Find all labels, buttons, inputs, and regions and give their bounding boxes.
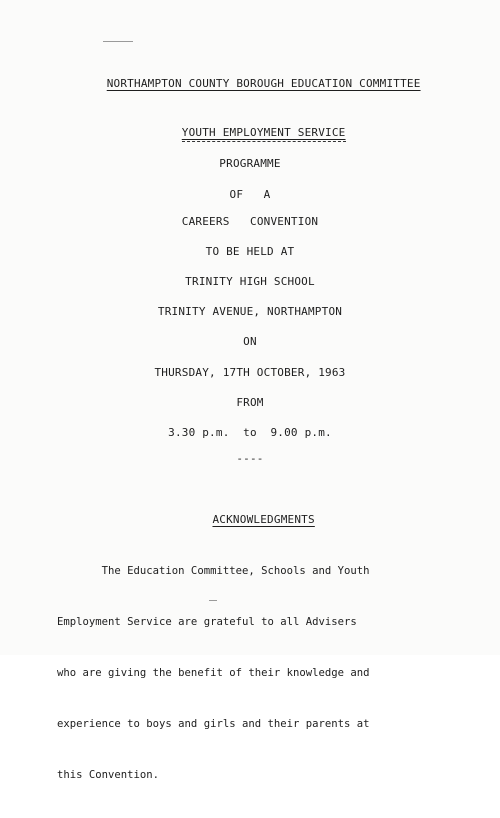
service-heading xyxy=(0,113,500,152)
ack-line: who are giving the benefit of their knowledge and xyxy=(57,667,370,679)
ack-line: experience to boys and girls and their parents at xyxy=(57,718,370,730)
separator-line: ---- xyxy=(236,452,264,465)
programme-label: PROGRAMME xyxy=(219,157,281,170)
on-label: ON xyxy=(243,335,257,348)
of-a-label: OF A xyxy=(229,188,271,201)
to-be-held-label: TO BE HELD AT xyxy=(205,245,295,258)
ack-line: Employment Service are grateful to all Advisers xyxy=(57,616,357,628)
acknowledgments-paragraph xyxy=(57,529,477,818)
from-label: FROM xyxy=(236,396,264,409)
committee-heading-text: NORTHAMPTON COUNTY BOROUGH EDUCATION COMMITTEE xyxy=(106,77,421,90)
ack-line: The Education Committee, Schools and Youth xyxy=(57,565,370,577)
convention-title: CAREERS CONVENTION xyxy=(181,215,319,228)
scan-mark-bottom xyxy=(209,600,217,601)
ack-line: this Convention. xyxy=(57,769,160,781)
scan-mark-top xyxy=(103,41,133,42)
event-date: THURSDAY, 17TH OCTOBER, 1963 xyxy=(154,366,346,379)
school-address: TRINITY AVENUE, NORTHAMPTON xyxy=(157,305,343,318)
acknowledgments-heading-text: ACKNOWLEDGMENTS xyxy=(212,513,315,526)
committee-heading xyxy=(0,64,500,103)
school-name: TRINITY HIGH SCHOOL xyxy=(185,275,315,288)
service-heading-text: YOUTH EMPLOYMENT SERVICE xyxy=(182,126,346,142)
event-time: 3.30 p.m. to 9.00 p.m. xyxy=(168,426,332,439)
